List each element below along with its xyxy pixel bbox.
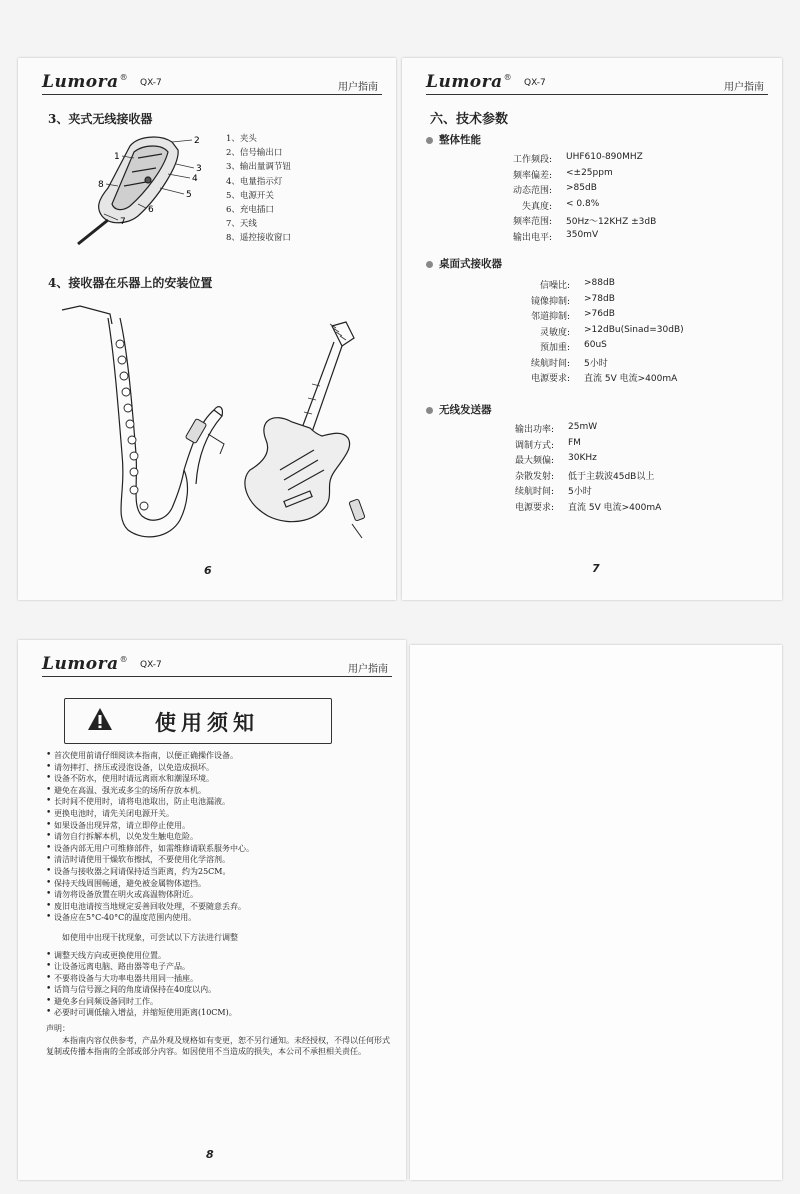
list-item: • 如果设备出现异常，请立即停止使用。 — [46, 820, 392, 832]
receiver-specs — [510, 278, 770, 387]
spec-row: 续航时间: 5小时 — [514, 487, 592, 497]
manual-label: 用户指南 — [724, 82, 764, 93]
overall-section-label: 整体性能 — [426, 132, 481, 147]
callout-1: 1 — [114, 152, 120, 162]
interference-intro: 如使用中出现干扰现象，可尝试以下方法进行调整 — [62, 932, 238, 942]
spec-row: 信噪比: >88dB — [539, 278, 615, 291]
spec-row: 频率偏差: <±25ppm — [512, 167, 613, 181]
model-number: QX-7 — [140, 78, 162, 88]
callout-7: 7 — [120, 217, 126, 227]
blank-page — [410, 645, 782, 1180]
parts-legend — [226, 132, 291, 246]
page-header — [426, 72, 768, 95]
transmitter-diagram — [68, 128, 228, 246]
part-item: 5、电源开关 — [226, 190, 274, 201]
spec-row: 输出电平: 350mV — [512, 229, 599, 243]
list-item: • 避免在高温、强光或多尘的场所存放本机。 — [46, 785, 392, 797]
guitar-illustration — [234, 320, 384, 540]
overall-specs — [492, 152, 752, 245]
part-item: 6、充电插口 — [226, 205, 274, 216]
section-3-title: 3、夹式无线接收器 — [48, 112, 153, 126]
list-item: • 请勿自行拆解本机，以免发生触电危险。 — [46, 831, 392, 843]
spec-row: 续航时间: 5小时 — [530, 358, 608, 369]
notice-title: 使用须知 — [155, 710, 259, 735]
spec-row: 工作频段: UHF610-890MHZ — [512, 152, 643, 165]
list-item: • 必要时可调低输入增益，并缩短使用距离(10CM)。 — [46, 1007, 392, 1019]
callout-3: 3 — [196, 164, 202, 174]
bullet-dot — [426, 137, 433, 144]
bullet-dot — [426, 261, 433, 268]
list-item: • 长时间不使用时，请将电池取出，防止电池漏液。 — [46, 796, 392, 808]
model-number: QX-7 — [524, 78, 546, 88]
manual-page-6 — [18, 58, 396, 600]
part-item: 3、输出量调节钮 — [226, 162, 291, 173]
copyright-label: 声明： — [46, 1024, 70, 1034]
part-item: 7、天线 — [226, 219, 257, 230]
spec-row: 输出功率: 25mW — [514, 422, 598, 435]
page-number: 8 — [206, 1148, 214, 1161]
list-item: • 话筒与信号源之间的角度请保持在40度以内。 — [46, 984, 392, 996]
callout-5: 5 — [186, 190, 192, 200]
spec-row: 调制方式: FM — [514, 437, 581, 451]
list-item: • 清洁时请使用干燥软布擦拭，不要使用化学溶剂。 — [46, 854, 392, 866]
section-4-title: 4、接收器在乐器上的安装位置 — [48, 276, 213, 290]
list-item: • 首次使用前请仔细阅读本指南，以便正确操作设备。 — [46, 750, 392, 762]
list-item: • 避免多台同频设备同时工作。 — [46, 996, 392, 1008]
part-item: 2、信号输出口 — [226, 148, 283, 159]
list-item: • 不要将设备与大功率电器共用同一插座。 — [46, 973, 392, 985]
callout-8: 8 — [98, 180, 104, 190]
spec-row: 最大频偏: 30KHz — [514, 453, 597, 466]
brand-logo: Lumora® — [426, 72, 513, 92]
part-item: 1、夹头 — [226, 134, 257, 144]
spec-row: 动态范围: >85dB — [512, 183, 597, 196]
list-item: • 让设备远离电脑、路由器等电子产品。 — [46, 961, 392, 973]
part-item: 4、电量指示灯 — [226, 176, 283, 187]
spec-row: 镜像抑制: >78dB — [530, 293, 615, 307]
model-number: QX-7 — [140, 660, 162, 670]
list-item: • 更换电池时，请先关闭电源开关。 — [46, 808, 392, 820]
list-item: • 请勿摔打、挤压或浸泡设备，以免造成损坏。 — [46, 762, 392, 774]
list-item: • 设备不防水，使用时请远离雨水和潮湿环境。 — [46, 773, 392, 785]
receiver-section-label: 桌面式接收器 — [426, 256, 502, 271]
callout-4: 4 — [192, 174, 198, 184]
spec-row: 失真度: < 0.8% — [521, 198, 600, 212]
warnings-list — [46, 750, 392, 1058]
callout-2: 2 — [194, 136, 200, 146]
list-item: • 调整天线方向或更换使用位置。 — [46, 950, 392, 962]
manual-page-7 — [402, 58, 782, 600]
specs-title: 六、技术参数 — [430, 112, 509, 127]
callout-6: 6 — [148, 205, 154, 215]
spec-row: 灵敏度: >12dBu(Sinad=30dB) — [539, 324, 684, 338]
copyright-text: 本指南内容仅供参考，产品外观及规格如有变更，恕不另行通知。未经授权，不得以任何形式复制或传播本指南的全部或部分内容。如因使用不当造成的损失，本公司不承担相关责任。 — [46, 1035, 390, 1057]
list-item: • 设备应在5°C-40°C的温度范围内使用。 — [46, 912, 392, 924]
spec-row: 杂散发射: 低于主载波45dB以上 — [514, 471, 655, 482]
spec-row: 邻道抑制: >76dB — [530, 309, 615, 322]
list-item: • 废旧电池请按当地规定妥善回收处理，不要随意丢弃。 — [46, 901, 392, 913]
part-item: 8、遥控接收窗口 — [226, 233, 291, 244]
transmitter-specs — [494, 422, 764, 515]
list-item: • 请勿将设备放置在明火或高温物体附近。 — [46, 889, 392, 901]
bullet-dot — [426, 407, 433, 414]
page-header — [42, 654, 392, 677]
list-item: • 设备与接收器之间请保持适当距离，约为25CM。 — [46, 866, 392, 878]
page-number: 7 — [592, 562, 600, 575]
page-number: 6 — [204, 564, 212, 577]
manual-label: 用户指南 — [348, 664, 388, 675]
spec-row: 电源要求: 直流 5V 电流>400mA — [514, 502, 662, 513]
list-item: • 保持天线周围畅通，避免被金属物体遮挡。 — [46, 878, 392, 890]
brand-logo: Lumora® — [42, 72, 129, 92]
spec-row: 电源要求: 直流 5V 电流>400mA — [530, 374, 678, 384]
transmitter-section-label: 无线发送器 — [426, 402, 492, 417]
page-header — [42, 72, 382, 95]
warning-icon — [87, 707, 113, 731]
spec-row: 频率范围: 50Hz～12KHZ ±3dB — [512, 217, 657, 227]
list-item: • 设备内部无用户可维修部件，如需维修请联系服务中心。 — [46, 843, 392, 855]
notice-banner — [64, 698, 332, 744]
manual-label: 用户指南 — [338, 82, 378, 93]
saxophone-illustration — [48, 294, 228, 544]
brand-logo: Lumora® — [42, 654, 129, 674]
manual-page-8 — [18, 640, 406, 1180]
spec-row: 预加重: 60uS — [539, 340, 607, 353]
